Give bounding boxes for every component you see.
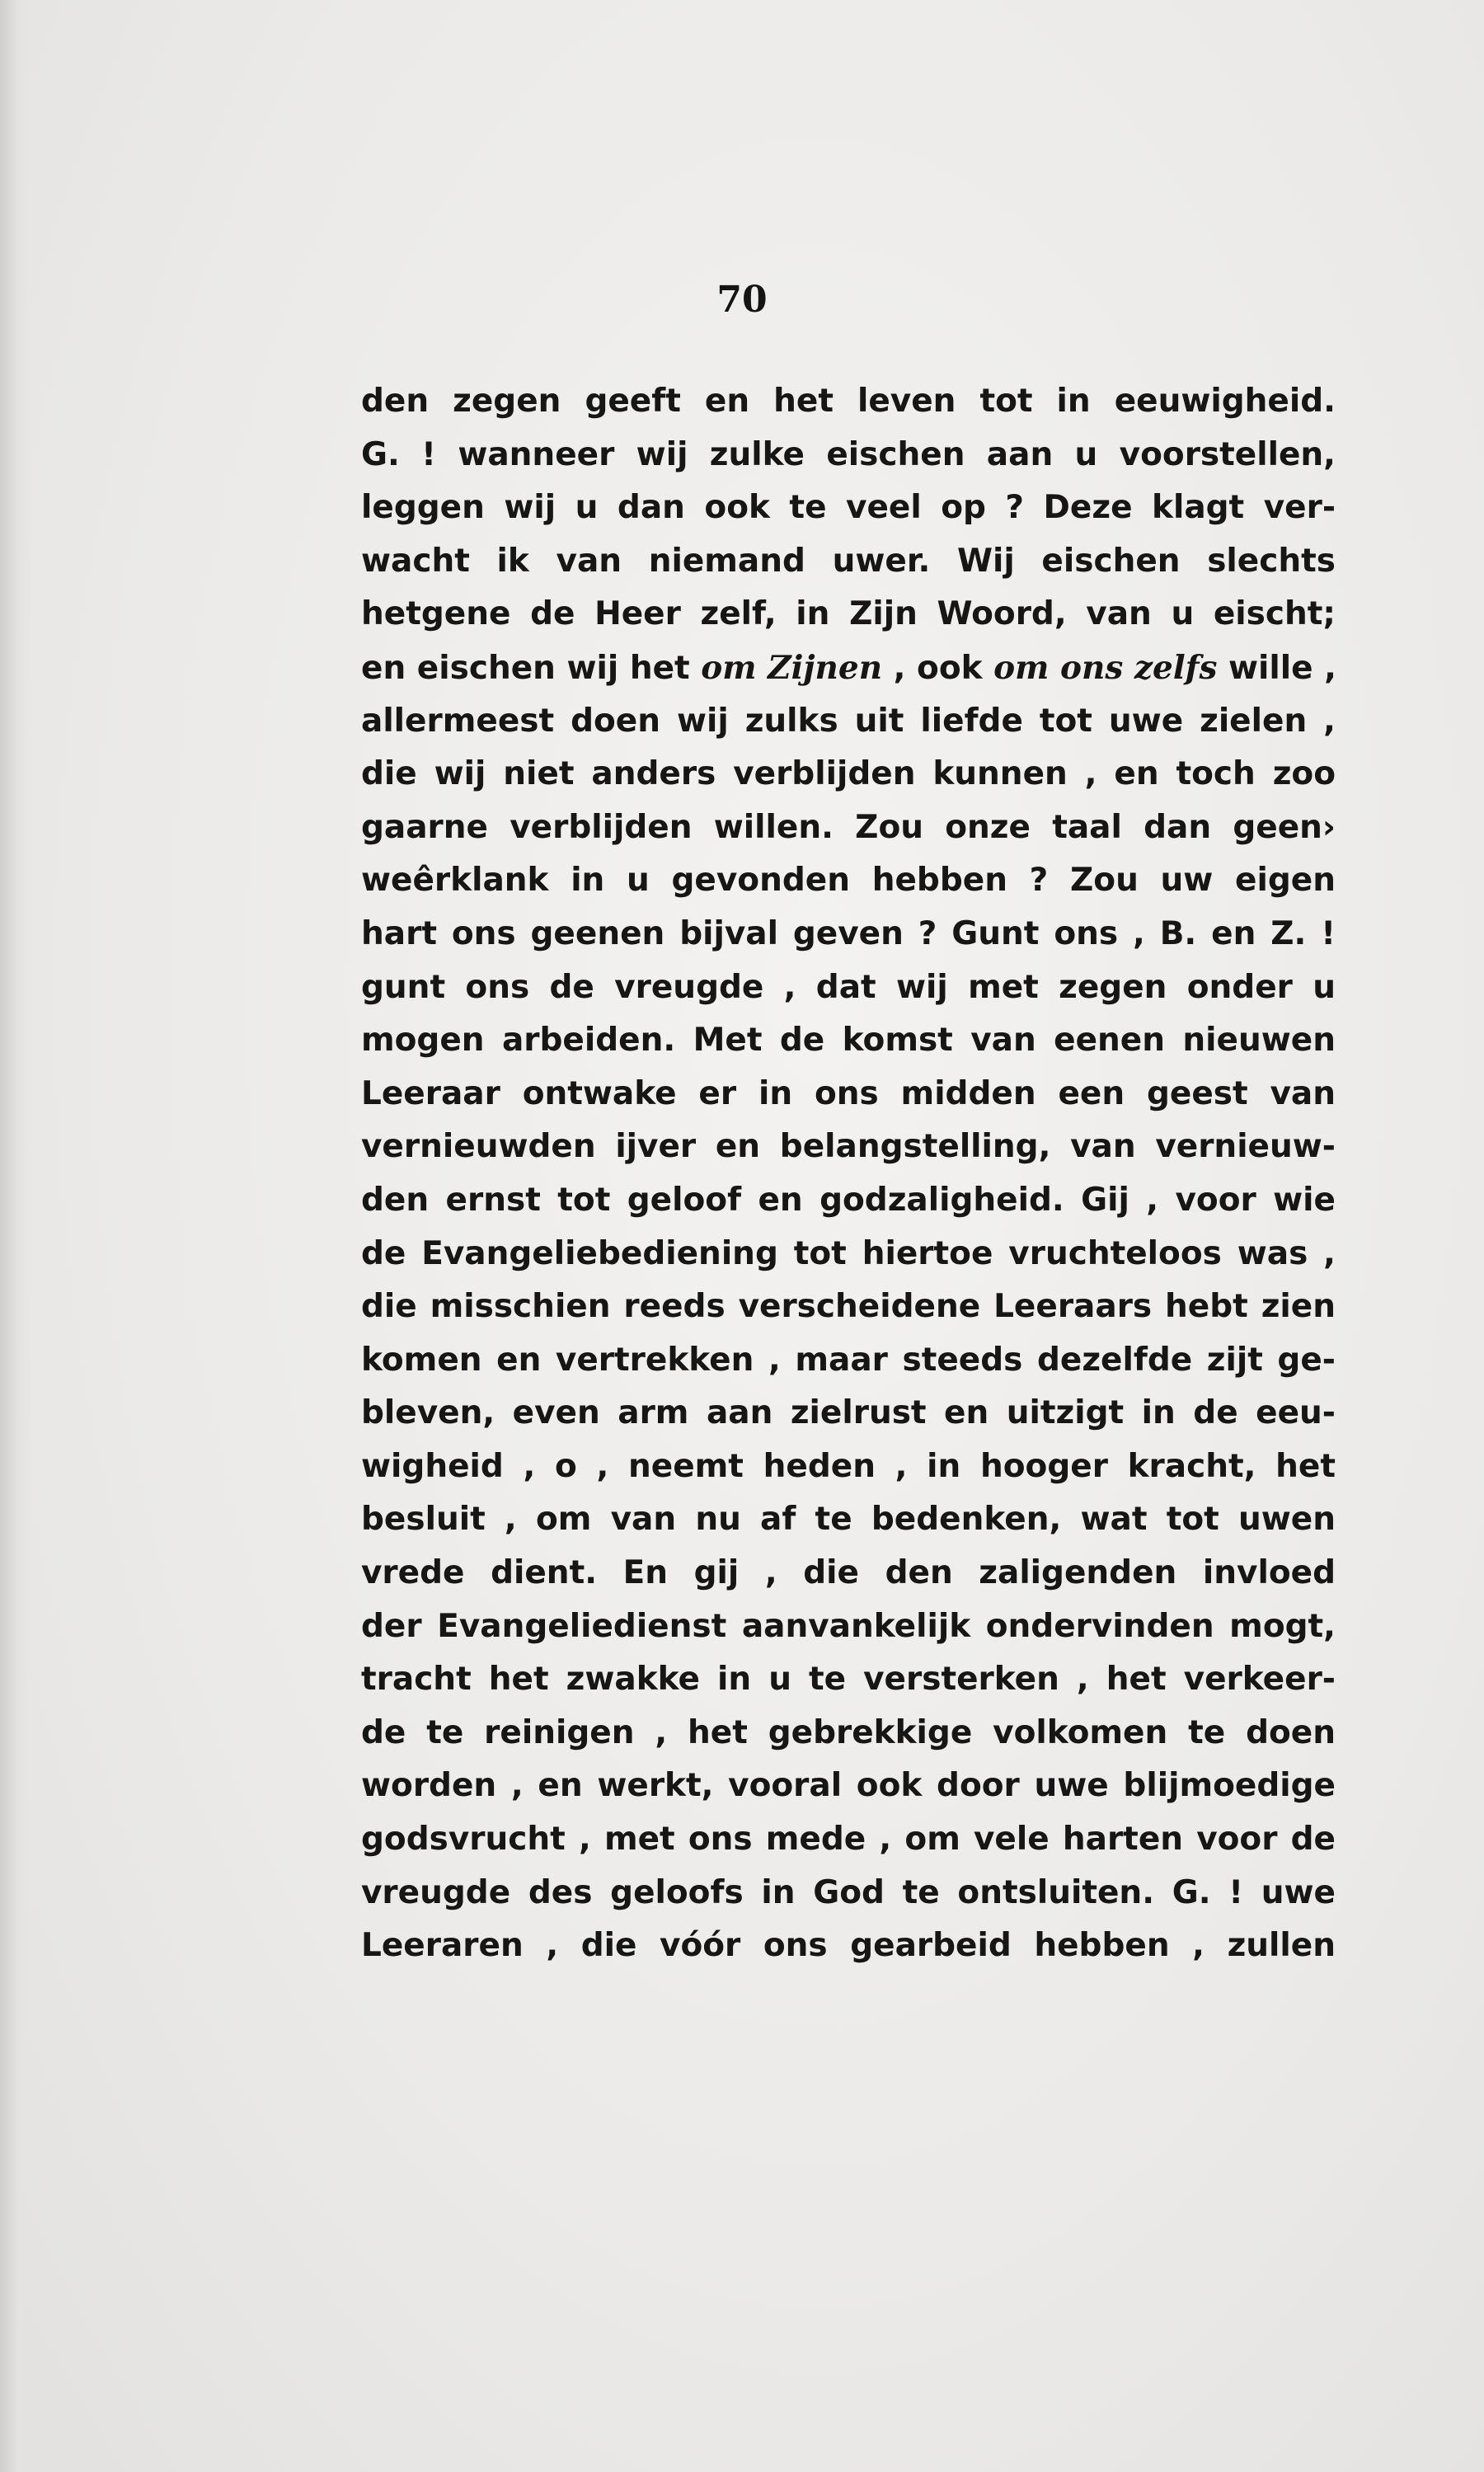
line-text: worden , en werkt, vooral ook door uwe blijmoedige [361, 1767, 1336, 1805]
line-text: allermeest doen wij zulks uit liefde tot uwe zielen , [361, 702, 1336, 740]
line-text: vernieuwden ijver en belangstelling, van vernieuw- [361, 1128, 1336, 1166]
text-line [361, 961, 1336, 1015]
line-text: gunt ons de vreugde , dat wij met zegen onder u [361, 968, 1336, 1006]
text-line [361, 1281, 1336, 1334]
page-number: 70 [716, 279, 768, 321]
line-text: tracht het zwakke in u te versterken , het verkeer- [361, 1661, 1336, 1699]
line-text: vrede dient. En gij , die den zaligenden invloed [361, 1554, 1336, 1592]
line-text: leggen wij u dan ook te veel op ? Deze klagt ver- [361, 489, 1336, 527]
text-line [361, 748, 1336, 801]
line-text: wacht ik van niemand uwer. Wij eischen slechts [361, 542, 1336, 580]
page-spine-shadow [0, 0, 31, 2472]
line-text: vreugde des geloofs in God te ontsluiten. G. ! uwe [361, 1873, 1336, 1911]
text-line [361, 1334, 1336, 1388]
line-text: den zegen geeft en het leven tot in eeuwigheid. [361, 383, 1336, 420]
text-line [361, 1387, 1336, 1440]
body-text [361, 375, 1336, 1973]
line-text: G. ! wanneer wij zulke eischen aan u voorstellen, [361, 435, 1336, 473]
text-line [361, 641, 1336, 695]
text-line [361, 1867, 1336, 1920]
text-line [361, 1440, 1336, 1494]
line-text: Leeraar ontwake er in ons midden een geest van [361, 1074, 1336, 1112]
text-line [361, 1920, 1336, 1973]
line-text: mogen arbeiden. Met de komst van eenen nieuwen [361, 1022, 1336, 1060]
text-line [361, 1707, 1336, 1760]
line-text: gaarne verblijden willen. Zou onze taal dan geen› [361, 808, 1336, 846]
line-text: wille , [1217, 649, 1336, 687]
text-line [361, 1653, 1336, 1707]
text-line [361, 1014, 1336, 1068]
text-line [361, 1121, 1336, 1174]
line-text: , ook [882, 649, 994, 687]
italic-text: om ons zelfs [993, 648, 1218, 687]
text-line [361, 535, 1336, 589]
line-text: besluit , om van nu af te bedenken, wat tot uwen [361, 1501, 1336, 1539]
line-text: bleven, even arm aan zielrust en uitzigt in de eeu- [361, 1394, 1336, 1432]
text-line [361, 1600, 1336, 1654]
line-text: den ernst tot geloof en godzaligheid. Gij , voor wie [361, 1181, 1336, 1219]
line-text: der Evangeliedienst aanvankelijk ondervinden mogt, [361, 1607, 1336, 1645]
line-text: die wij niet anders verblijden kunnen , en toch zoo [361, 755, 1336, 793]
text-line [361, 429, 1336, 482]
text-line [361, 1760, 1336, 1813]
line-text: de Evangeliebediening tot hiertoe vruchteloos was , [361, 1234, 1336, 1272]
line-text: hetgene de Heer zelf, in Zijn Woord, van u eischt; [361, 595, 1336, 633]
text-line [361, 1068, 1336, 1121]
text-line [361, 1493, 1336, 1547]
line-text: komen en vertrekken , maar steeds dezelfde zijt ge- [361, 1341, 1336, 1379]
line-text: die misschien reeds verscheidene Leeraars hebt zien [361, 1288, 1336, 1326]
text-line [361, 854, 1336, 908]
text-line [361, 1547, 1336, 1600]
text-line [361, 908, 1336, 961]
line-text: de te reinigen , het gebrekkige volkomen te doen [361, 1713, 1336, 1751]
line-text: weêrklank in u gevonden hebben ? Zou uw eigen [361, 862, 1336, 900]
text-line [361, 1174, 1336, 1228]
text-line [361, 482, 1336, 535]
line-text: en eischen wij het [361, 649, 702, 687]
line-text: hart ons geenen bijval geven ? Gunt ons , B. en Z. ! [361, 914, 1336, 952]
line-text: Leeraren , die vóór ons gearbeid hebben , zullen [361, 1927, 1336, 1965]
line-text: godsvrucht , met ons mede , om vele harten voor de [361, 1821, 1336, 1859]
line-text: wigheid , o , neemt heden , in hooger kracht, het [361, 1447, 1336, 1485]
text-line [361, 1813, 1336, 1867]
text-line [361, 375, 1336, 429]
italic-text: om Zijnen [701, 648, 883, 687]
text-line [361, 1228, 1336, 1281]
text-line [361, 801, 1336, 855]
text-line [361, 695, 1336, 749]
text-line [361, 588, 1336, 641]
